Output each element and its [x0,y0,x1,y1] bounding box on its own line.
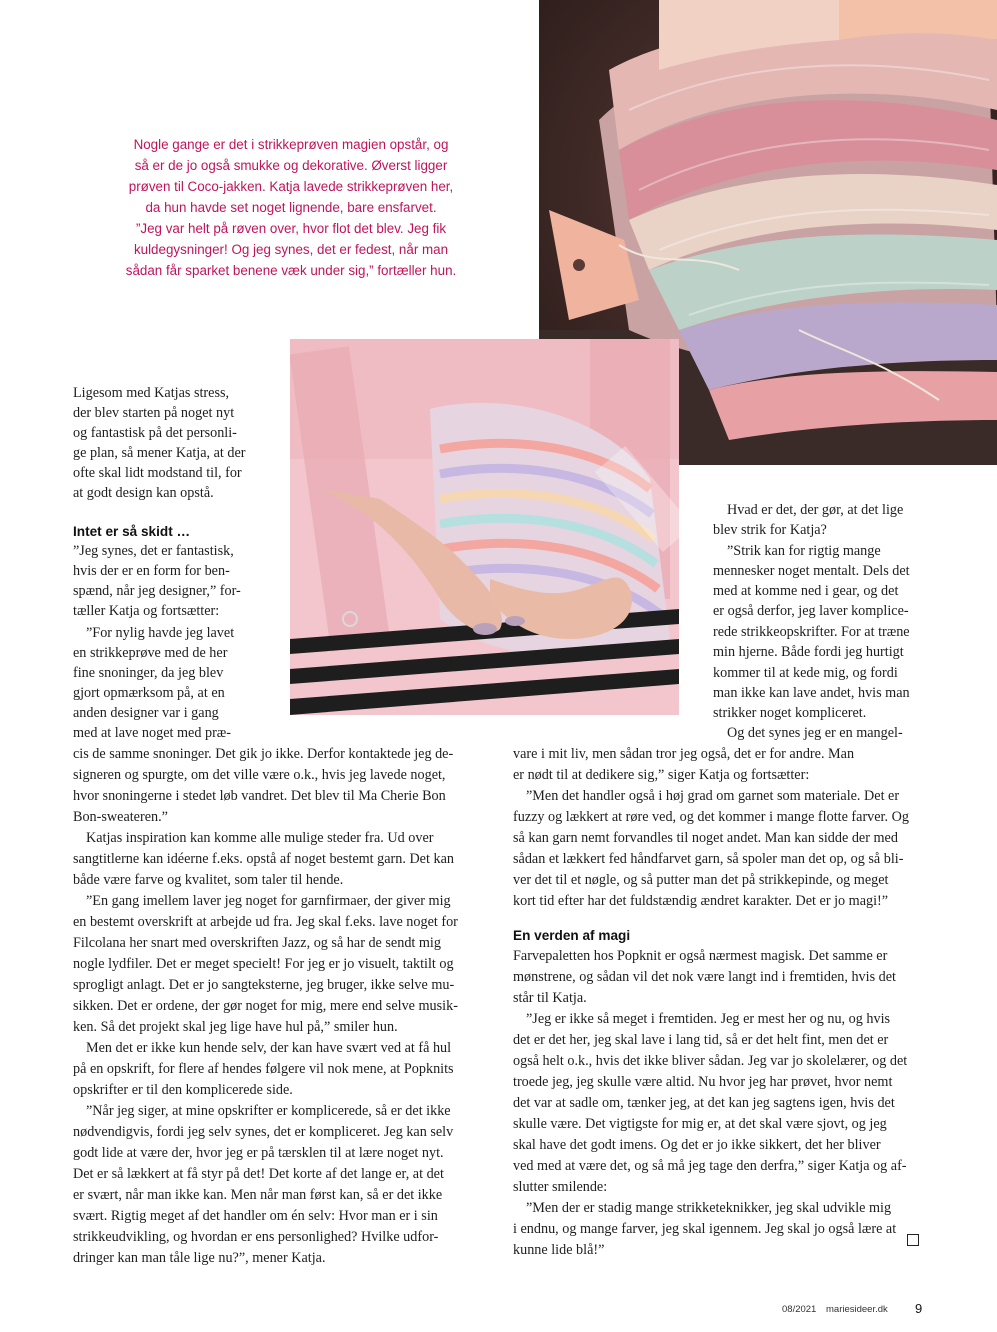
body-line: ”Strik kan for rigtig mange [727,543,881,559]
body-line: står til Katja. [513,990,587,1006]
body-line: sprogligt anlagt. Det er jo sangteksterne, jeg bruger, ikke selve mu- [73,977,455,993]
body-line: anden designer var i gang [73,705,219,721]
body-line: kunne lide blå!” [513,1242,605,1258]
body-line: sangtitlerne kan idéerne f.eks. opstå af noget bestemt garn. Det kan [73,851,454,867]
body-line: gjort opmærksom på, at en [73,685,225,701]
body-line: blev strik for Katja? [713,522,827,538]
body-line: mennesker noget mentalt. Dels det [713,563,910,579]
body-line: der blev starten på noget nyt [73,405,235,421]
body-line: Hvad er det, der gør, at det lige [727,502,904,518]
body-line: spænd, når jeg designer,” for- [73,583,241,599]
body-line: Det er så lækkert at få styr på det! Det korte af det lange er, at det [73,1166,444,1182]
body-line: ”Når jeg siger, at mine opskrifter er komplicerede, så er det ikke [86,1103,451,1119]
body-line: ”Men der er stadig mange strikketeknikker, jeg skal udvikle mig [526,1200,892,1216]
body-line: også helt o.k., hvis det ikke bliver sådan. Jeg var jo skolelærer, og det [513,1053,908,1069]
body-line: i endnu, og mange farver, jeg skal igennem. Jeg skal jo også lære at [513,1221,897,1237]
body-line: tæller Katja og fortsætter: [73,603,220,619]
caption-line: kuldegysninger! Og jeg synes, det er fedest, når man [133,242,449,257]
body-line: Katjas inspiration kan komme alle mulige steder fra. Ud over [86,830,434,846]
body-line: fine snoninger, da jeg blev [73,665,224,681]
body-line: dringer kan man tåle lige nu?”, mener Katja. [73,1250,326,1266]
body-line: cis de samme snoninger. Det gik jo ikke. Derfor kontaktede jeg de- [73,746,454,762]
body-line: både være farve og kvalitet, som taler til hende. [73,872,344,888]
body-line: ved med at være det, og så må jeg tage den derfra,” siger Katja og af- [513,1158,907,1174]
body-line: ken. Så det projekt skal jeg lige have hul på,” smiler hun. [73,1019,398,1035]
knitting-hands-photo [290,339,679,715]
caption-line: prøven til Coco-jakken. Katja lavede strikkeprøven her, [128,179,454,194]
body-line: med at komme ned i gear, og det [713,583,899,599]
body-line: kommer til at kede mig, og fordi [713,665,898,681]
end-mark-icon [907,1234,919,1246]
body-line: nogle lydfiler. Det er meget specielt! For jeg er jo visuelt, taktilt og [73,956,454,972]
body-line: sådan et lækkert fed håndfarvet garn, så spoler man det op, og så bli- [513,851,904,867]
body-line: og fantastisk på det personli- [73,425,237,441]
body-line: min hjerne. Både fordi jeg hurtigt [713,644,904,660]
body-line: mønstrene, og sådan vil det nok være langt ind i fremtiden, hvis det [513,969,896,985]
site-name: mariesideer.dk [826,1304,888,1315]
body-line: ”Jeg synes, det er fantastisk, [73,543,234,559]
body-line: så kan garn nemt forvandles til noget andet. Man kan sidde der med [513,830,898,846]
body-line: ofte skal lidt modstand til, for [73,465,242,481]
body-line: ”Men det handler også i høj grad om garnet som materiale. Det er [526,788,900,804]
body-line: fuzzy og lækkert at røre ved, og det kommer i mange flotte farver. Og [513,809,909,825]
body-line: rede strikkeopskrifter. For at træne [713,624,910,640]
body-line: er svært, når man ikke kan. Men når man først kan, så er det ikke [73,1187,443,1203]
section-heading: En verden af magi [513,928,631,943]
body-line: på en opskrift, for flere af hendes følgere vil nok mene, at Popknits [73,1061,454,1077]
body-line: en strikkeprøve med de her [73,645,228,661]
body-line: sikken. Det er ordene, der gør noget for mig, mere end selve musik- [73,998,458,1014]
issue-date: 08/2021 [782,1304,817,1315]
body-line: er også derfor, jeg laver komplice- [713,603,909,619]
body-line: ver det til et nøgle, og så putter man det på strikkepinde, og meget [513,872,889,888]
body-line: strikker noget kompliceret. [713,705,867,721]
body-line: slutter smilende: [513,1179,608,1195]
photo-caption [96,134,486,281]
body-line: svært. Rigtig meget af det handler om én selv: Hvor man er i sin [73,1208,438,1224]
caption-line: så er de jo også smukke og dekorative. Øverst ligger [134,158,448,173]
body-line: kort tid efter har det fuldstændig ændret karakter. Det er jo magi!” [513,893,889,909]
body-line: signeren og spurgte, om det ville være o.k., hvis jeg lavede noget, [73,767,446,783]
caption-line: Nogle gange er det i strikkeprøven magien opstår, og [133,137,449,152]
body-line: godt lide at være der, hvor jeg er på tærsklen til at lære noget nyt. [73,1145,444,1161]
body-line: at godt design kan opstå. [73,485,214,501]
body-line: strikkeudvikling, og hvordan er ens personlighed? Hvilke udfor- [73,1229,439,1245]
body-line: det var at sadle om, tænker jeg, at det kan jeg sagtens igen, hvis det [513,1095,895,1111]
body-line: Men det er ikke kun hende selv, der kan have svært ved at få hul [86,1040,452,1056]
body-line: Farvepaletten hos Popknit er også nærmest magisk. Det samme er [513,948,888,964]
body-line: troede jeg, jeg skulle være altid. Nu hvor jeg har prøvet, hvor nemt [513,1074,893,1090]
body-line: hvis der er en form for ben- [73,563,230,579]
body-line: med at lave noget med præ- [73,725,231,741]
page-number: 9 [915,1301,923,1316]
body-line: det er det her, jeg skal lave i lang tid, så er det helt fint, men det er [513,1032,889,1048]
body-line: vare i mit liv, men sådan tror jeg også, det er for andre. Man [513,746,855,762]
caption-line: sådan får sparket benene væk under sig,” fortæller hun. [125,263,457,278]
body-line: ”En gang imellem laver jeg noget for garnfirmaer, der giver mig [86,893,451,909]
body-line: Ligesom med Katjas stress, [73,385,230,401]
caption-line: ”Jeg var helt på røven over, hvor flot det blev. Jeg fik [135,221,447,236]
body-line: skal have det godt imens. Og det er jo ikke sikkert, det her bliver [513,1137,881,1153]
body-line: opskrifter er til den komplicerede side. [73,1082,293,1098]
body-line: Filcolana her snart med overskriften Jazz, og så har de sendt mig [73,935,441,951]
body-line: en bestemt overskrift at arbejde ud fra. Jeg skal f.eks. lave noget for [73,914,458,930]
body-line: skulle være. Det vigtigste for mig er, at det skal være sjovt, og jeg [513,1116,887,1132]
body-line: man ikke kan lave andet, hvis man [713,685,910,701]
body-line: ”For nylig havde jeg lavet [86,625,235,641]
body-line: nødvendigvis, fordi jeg selv synes, det er kompliceret. Jeg kan selv [73,1124,454,1140]
body-line: ge plan, så mener Katja, at der [73,445,246,461]
section-heading: Intet er så skidt … [73,524,191,539]
body-line: hvor snoningerne i stedet løb vandret. Det blev til Ma Cherie Bon [73,788,446,804]
body-line: Bon-sweateren.” [73,809,168,825]
body-line: ”Jeg er ikke så meget i fremtiden. Jeg er mest her og nu, og hvis [526,1011,891,1027]
caption-line: da hun havde set noget lignende, bare ensfarvet. [145,200,437,215]
body-line: er nødt til at dedikere sig,” siger Katja og fortsætter: [513,767,810,783]
body-line: Og det synes jeg er en mangel- [727,725,903,741]
